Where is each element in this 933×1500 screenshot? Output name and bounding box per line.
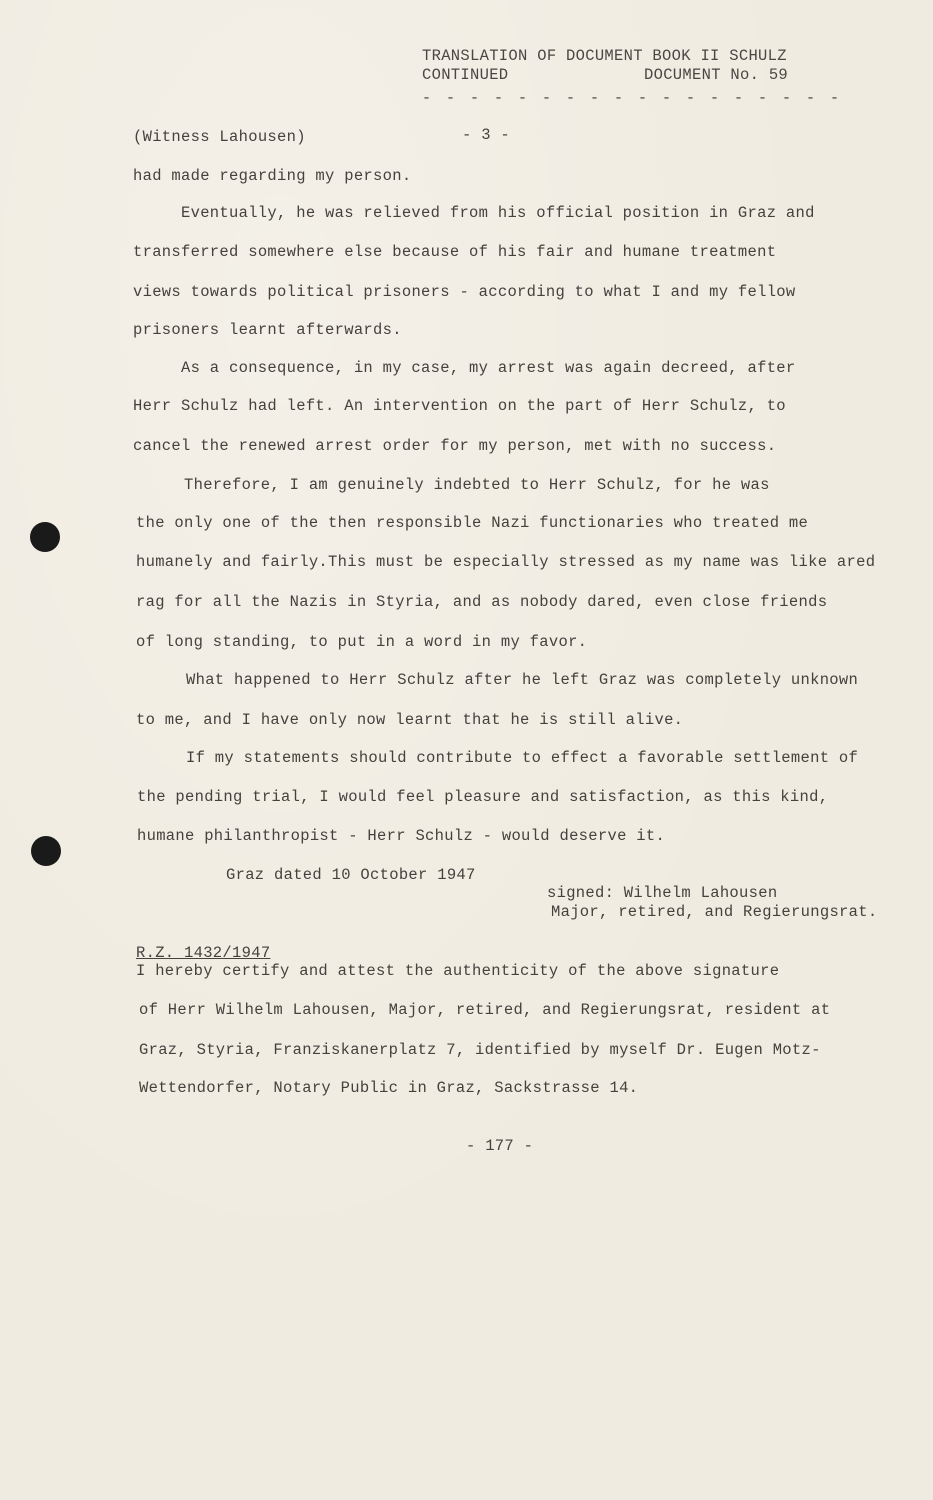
signature-name: signed: Wilhelm Lahousen [547,884,778,902]
body-line: transferred somewhere else because of his fair and humane treatment [133,243,777,261]
header-continued: CONTINUED [422,66,509,84]
certification-line: of Herr Wilhelm Lahousen, Major, retired, and Regierungsrat, resident at [139,1001,831,1019]
body-line: prisoners learnt afterwards. [133,321,402,339]
body-line: Herr Schulz had left. An intervention on the part of Herr Schulz, to [133,397,786,415]
header-rule: - - - - - - - - - - - - - - - - - - [422,90,843,107]
body-line: views towards political prisoners - according to what I and my fellow [133,283,796,301]
header-document-number: DOCUMENT No. 59 [644,66,789,84]
punch-hole-bottom [31,836,61,866]
body-line: rag for all the Nazis in Styria, and as nobody dared, even close friends [136,593,828,611]
page-marker: - 3 - [462,126,511,144]
certification-line: Graz, Styria, Franziskanerplatz 7, identified by myself Dr. Eugen Motz- [139,1041,821,1059]
signature-title: Major, retired, and Regierungsrat. [551,903,878,921]
certification-line: I hereby certify and attest the authenticity of the above signature [136,962,780,980]
body-line: Therefore, I am genuinely indebted to Herr Schulz, for he was [184,476,770,494]
body-line: If my statements should contribute to effect a favorable settlement of [186,749,859,767]
body-line: of long standing, to put in a word in my favor. [136,633,588,651]
certification-reference: R.Z. 1432/1947 [136,944,271,962]
body-line: Eventually, he was relieved from his official position in Graz and [181,204,815,222]
body-line: cancel the renewed arrest order for my person, met with no success. [133,437,777,455]
dated-line: Graz dated 10 October 1947 [226,866,476,884]
body-line: humane philanthropist - Herr Schulz - would deserve it. [137,827,666,845]
punch-hole-top [30,522,60,552]
certification-line: Wettendorfer, Notary Public in Graz, Sackstrasse 14. [139,1079,639,1097]
header-title: TRANSLATION OF DOCUMENT BOOK II SCHULZ [422,47,787,65]
body-line: humanely and fairly.This must be especially stressed as my name was like ared [136,553,876,571]
body-line: As a consequence, in my case, my arrest was again decreed, after [181,359,796,377]
body-line: What happened to Herr Schulz after he left Graz was completely unknown [186,671,859,689]
footer-page-number: - 177 - [466,1137,534,1155]
body-line: the only one of the then responsible Nazi functionaries who treated me [136,514,809,532]
body-line: the pending trial, I would feel pleasure and satisfaction, as this kind, [137,788,829,806]
body-line: had made regarding my person. [133,167,412,185]
witness-reference: (Witness Lahousen) [133,128,306,146]
body-line: to me, and I have only now learnt that he is still alive. [136,711,684,729]
